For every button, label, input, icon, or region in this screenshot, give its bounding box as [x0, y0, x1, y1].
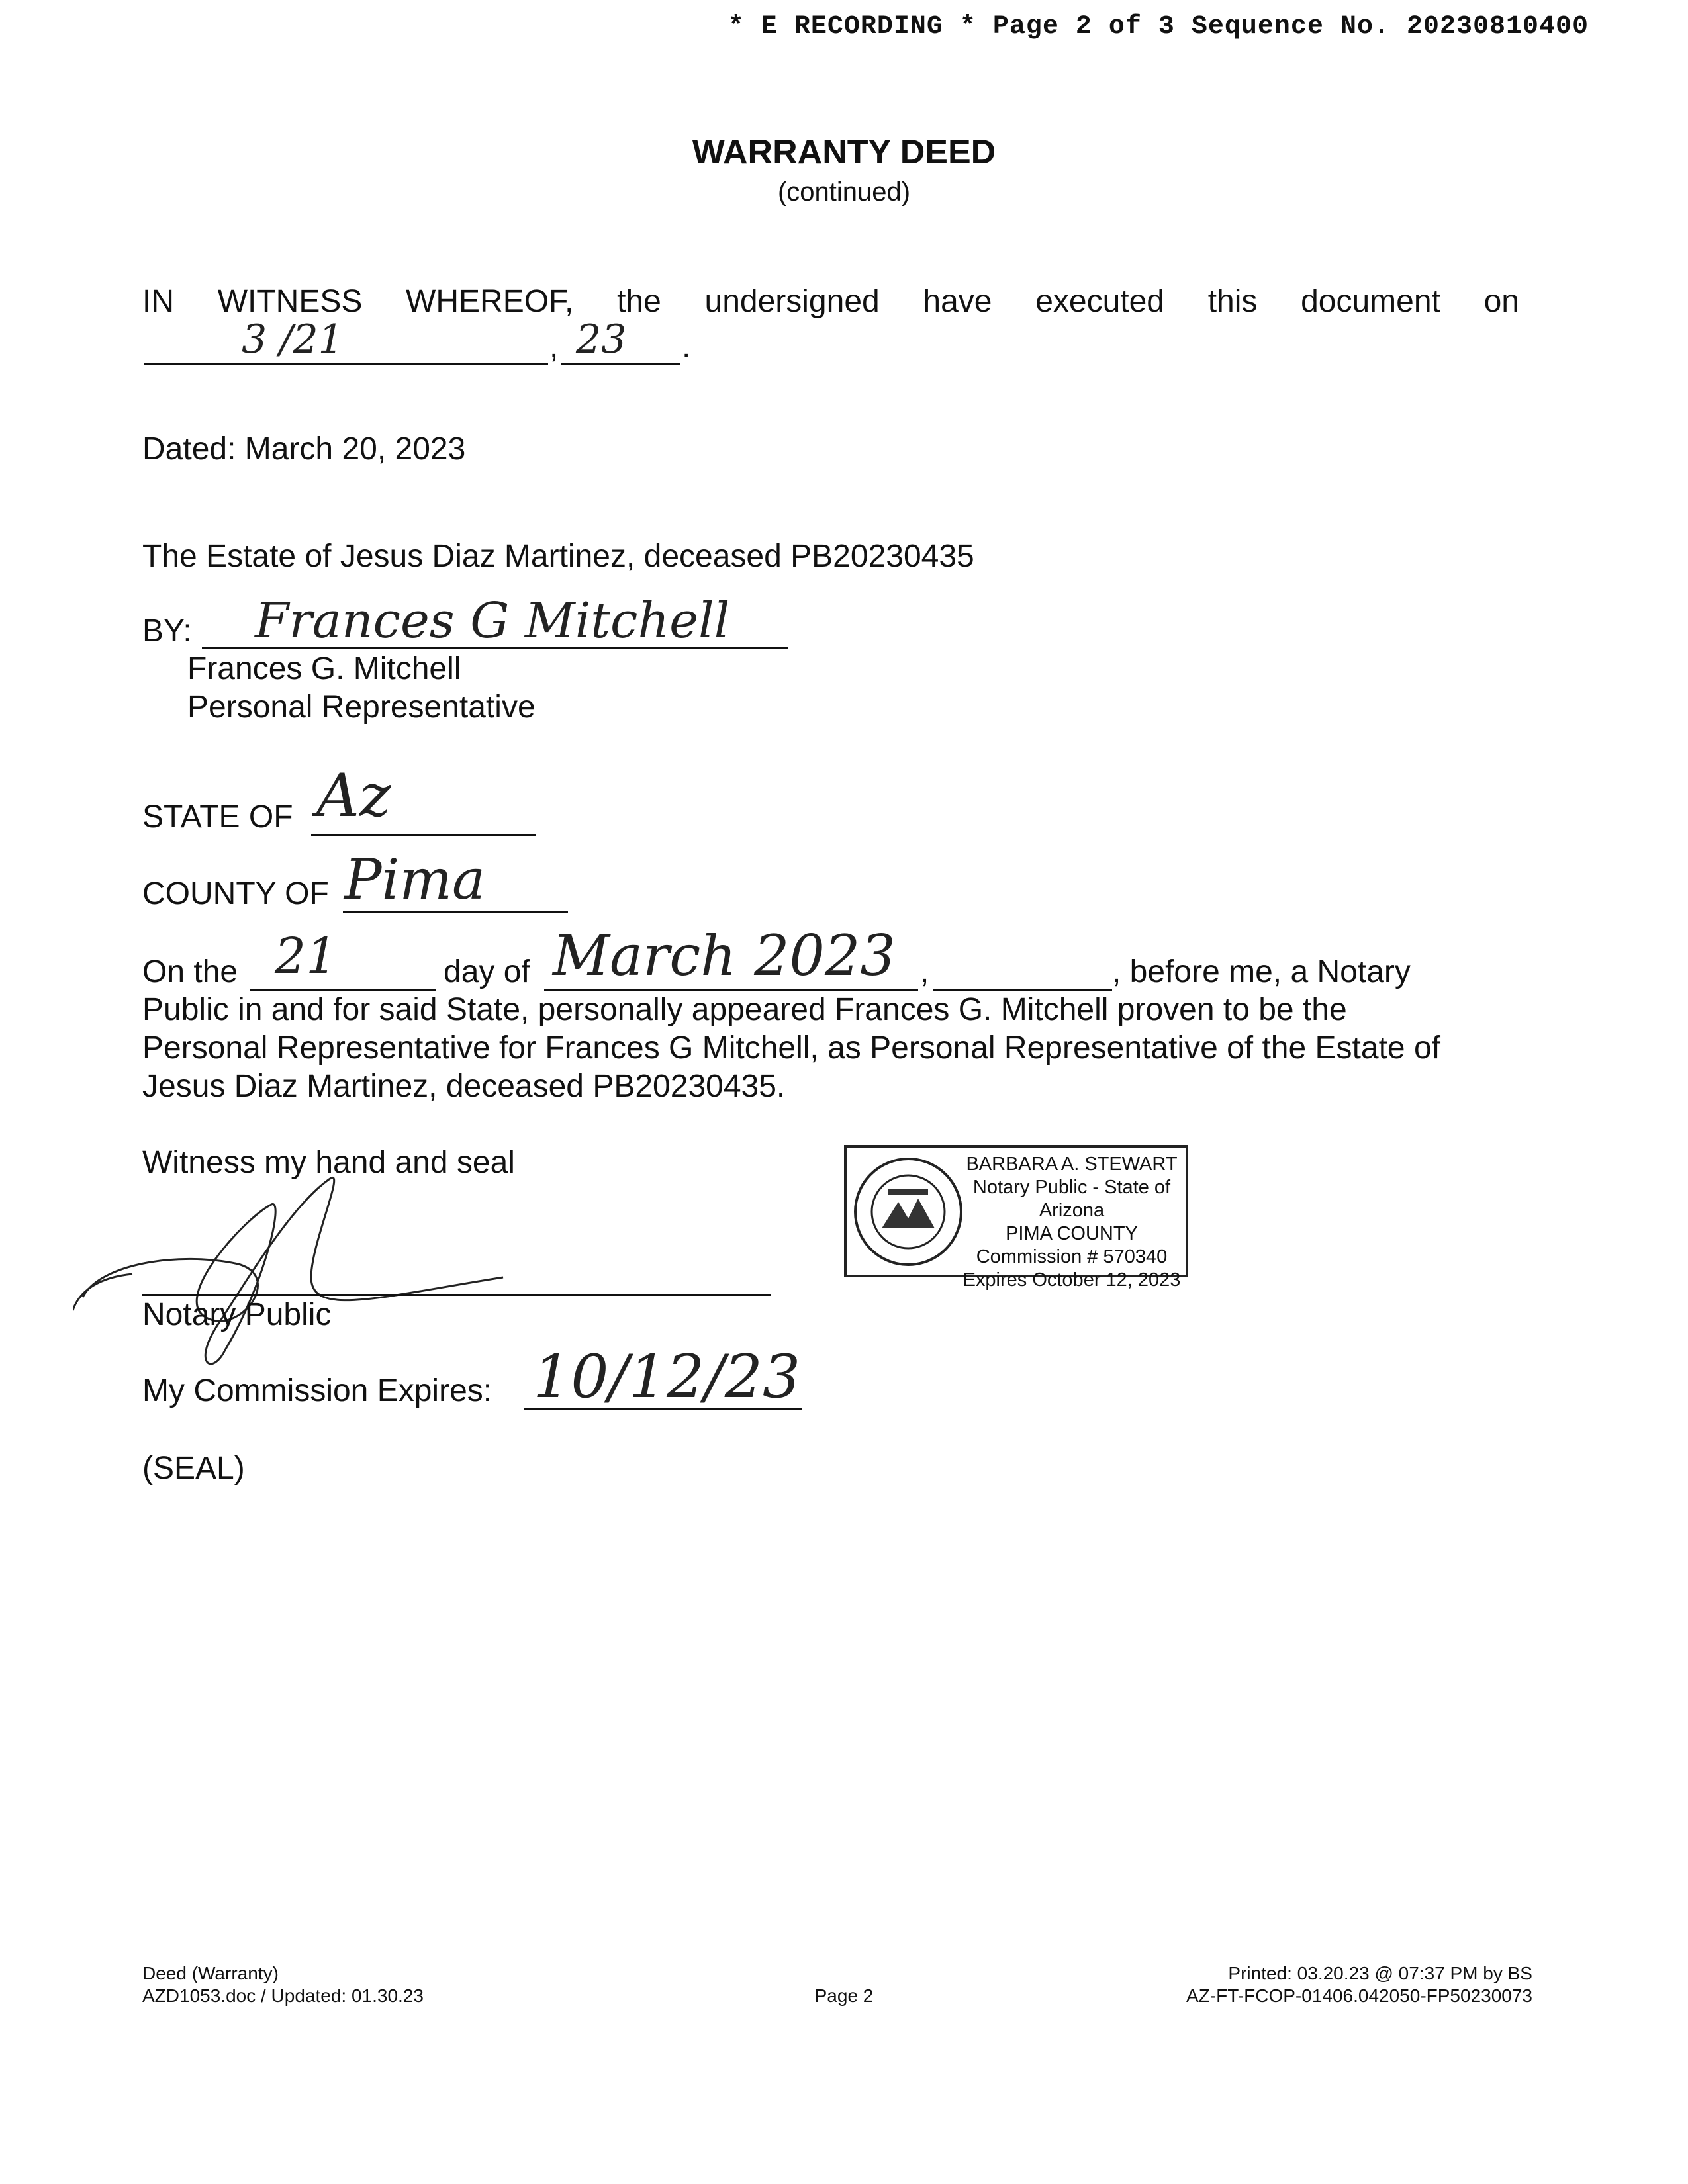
stamp-line: Expires October 12, 2023 — [962, 1269, 1181, 1291]
county-label: COUNTY OF — [142, 876, 329, 911]
footer-right-line1: Printed: 03.20.23 @ 07:37 PM by BS — [1228, 1963, 1532, 1983]
execution-comma: , — [549, 330, 559, 365]
notary-paragraph-line-2: Personal Representative for Frances G Mitchell, as Personal Representative of the Estate of — [142, 1030, 1440, 1066]
on-the-label: On the — [142, 954, 238, 989]
witness-word: WITNESS — [217, 284, 363, 319]
execution-year-blank — [561, 363, 680, 365]
stamp-line: PIMA COUNTY — [1006, 1223, 1138, 1244]
execution-period: . — [682, 330, 691, 365]
state-label: STATE OF — [142, 799, 293, 835]
witness-word: the — [617, 284, 661, 319]
witness-word: undersigned — [704, 284, 880, 319]
witness-word: IN — [142, 284, 174, 319]
day-of-label: day of — [444, 954, 530, 989]
notary-paragraph-line-3: Jesus Diaz Martinez, deceased PB20230435. — [142, 1069, 786, 1104]
execution-year-handwritten: 23 — [576, 316, 627, 363]
signer-name: Frances G. Mitchell — [187, 651, 461, 686]
notary-signature-scribble — [73, 1165, 536, 1383]
before-me-text: , before me, a Notary — [1112, 954, 1411, 989]
footer-left-line2: AZD1053.doc / Updated: 01.30.23 — [142, 1985, 424, 2006]
dated-line: Dated: March 20, 2023 — [142, 432, 466, 467]
county-handwritten: Pima — [344, 847, 486, 912]
notary-stamp — [844, 1145, 1188, 1291]
stamp-text — [959, 1153, 1184, 1292]
witness-word: this — [1207, 284, 1258, 319]
recording-header: * E RECORDING * Page 2 of 3 Sequence No. 20230810400 — [727, 12, 1589, 42]
witness-word: document — [1301, 284, 1440, 319]
stamp-line: Commission # 570340 — [976, 1246, 1168, 1267]
stamp-line: BARBARA A. STEWART — [966, 1154, 1178, 1175]
witness-clause-line — [142, 283, 1519, 320]
footer-left — [142, 1962, 424, 2007]
notary-public-label: Notary Public — [142, 1297, 332, 1332]
witness-word: executed — [1035, 284, 1164, 319]
notary-paragraph-line-1: Public in and for said State, personally appeared Frances G. Mitchell proven to be the — [142, 992, 1347, 1027]
footer-left-line1: Deed (Warranty) — [142, 1963, 279, 1983]
commission-expires-handwritten: 10/12/23 — [533, 1342, 801, 1412]
execution-date-handwritten: 3 /21 — [242, 316, 344, 363]
signer-role: Personal Representative — [187, 690, 536, 725]
witness-word: have — [923, 284, 992, 319]
month-handwritten: March 2023 — [553, 923, 896, 988]
footer-right — [1186, 1962, 1532, 2007]
witness-word: on — [1483, 284, 1519, 319]
footer-page-number: Page 2 — [814, 1985, 874, 2006]
commission-expires-label: My Commission Expires: — [142, 1373, 492, 1408]
seal-label: (SEAL) — [142, 1451, 245, 1486]
day-handwritten: 21 — [275, 928, 338, 985]
comma-1: , — [920, 954, 929, 989]
document-title: WARRANTY DEED — [692, 133, 996, 171]
stamp-line: Notary Public - State of Arizona — [972, 1177, 1171, 1221]
estate-line: The Estate of Jesus Diaz Martinez, deceased PB20230435 — [142, 539, 974, 574]
signature-handwritten: Frances G Mitchell — [255, 592, 730, 649]
witness-hand-seal: Witness my hand and seal — [142, 1145, 515, 1180]
document-subtitle: (continued) — [777, 177, 911, 206]
footer-right-line2: AZ-FT-FCOP-01406.042050-FP50230073 — [1186, 1985, 1532, 2006]
execution-date-blank — [144, 363, 548, 365]
state-handwritten: Az — [316, 761, 391, 831]
witness-word: WHEREOF, — [406, 284, 574, 319]
by-label: BY: — [142, 614, 192, 649]
state-seal-icon — [852, 1156, 964, 1268]
state-blank — [311, 834, 536, 836]
